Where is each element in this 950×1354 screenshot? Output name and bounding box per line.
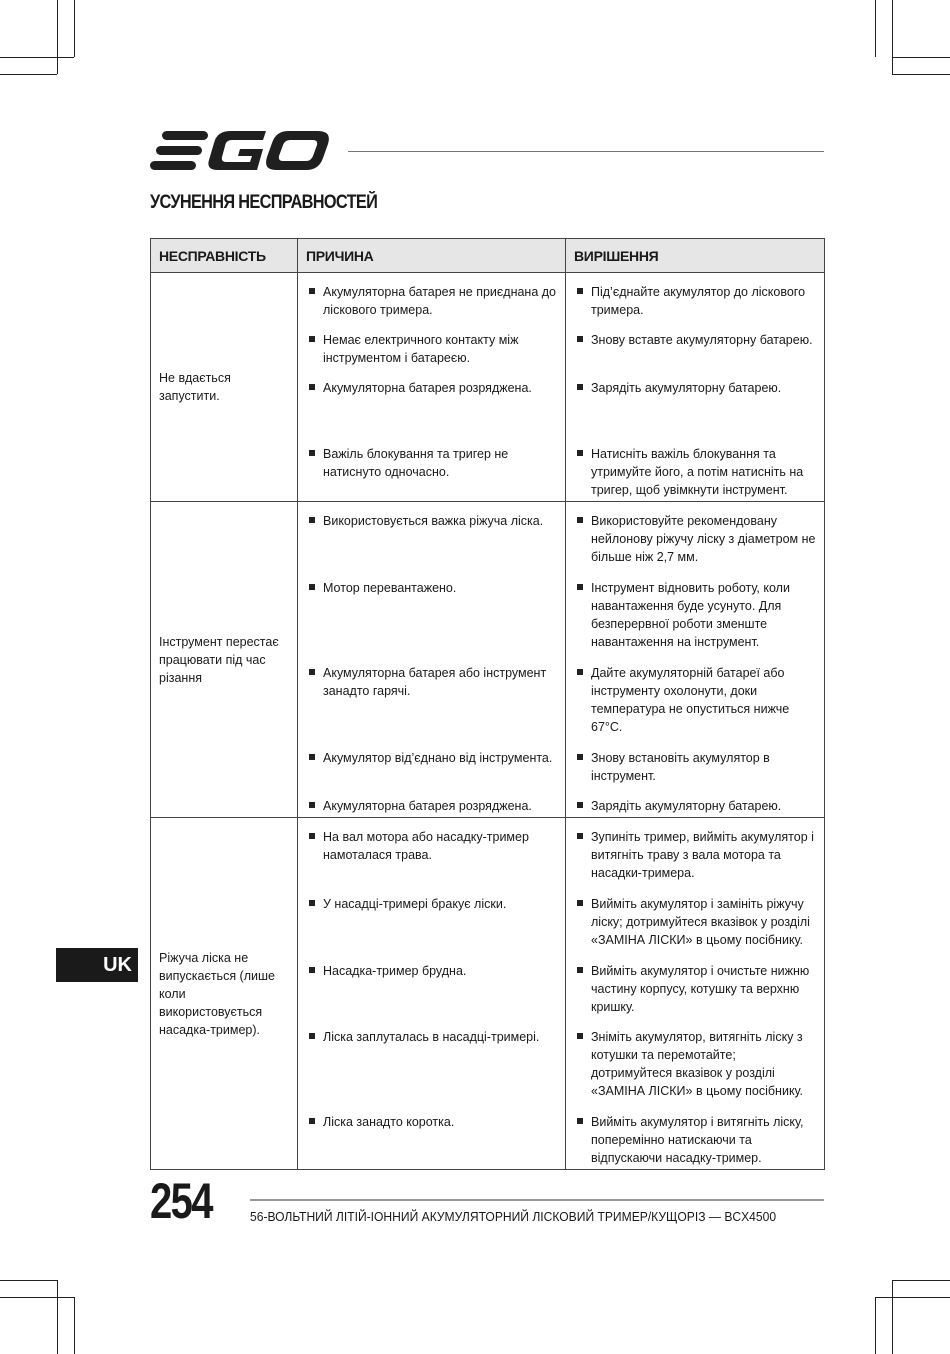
fault-cell: Інструмент перестає працювати під час різання xyxy=(151,502,298,818)
footer-rule xyxy=(250,1199,824,1201)
footer-text: 56-ВОЛЬТНИЙ ЛІТІЙ-ІОННИЙ АКУМУЛЯТОРНИЙ ЛІСКОВИЙ ТРИМЕР/КУЩОРІЗ — BCX4500 xyxy=(250,1209,777,1224)
solution-item: Вийміть акумулятор і витягніть ліску, поперемінно натискаючи та відпускаючи насадку-тример. xyxy=(566,1109,824,1169)
crop-mark xyxy=(892,57,950,58)
solution-item: Вийміть акумулятор і очистьте нижню частину корпусу, котушку та верхню кришку. xyxy=(566,958,824,1024)
cause-item: На вал мотора або насадку-тример намоталася трава. xyxy=(298,824,565,891)
solution-item: Натисніть важіль блокування та утримуйте його, а потім натисніть на тригер, щоб увімкнути інструмент. xyxy=(566,441,824,501)
column-header-fault: НЕСПРАВНІСТЬ xyxy=(151,239,298,273)
cause-item: Використовується важка ріжуча ліска. xyxy=(298,508,565,575)
cause-item: Ліска заплуталась в насадці-тримері. xyxy=(298,1024,565,1109)
cause-item: Ліска занадто коротка. xyxy=(298,1109,565,1169)
solution-cell xyxy=(566,273,825,502)
solution-item: Під’єднайте акумулятор до лiскового тримера. xyxy=(566,279,824,327)
crop-mark xyxy=(57,0,58,74)
crop-mark xyxy=(875,1297,876,1354)
crop-mark xyxy=(74,1297,75,1354)
cause-item: Важіль блокування та тригер не натиснуто одночасно. xyxy=(298,441,565,501)
header-rule xyxy=(348,151,824,152)
solution-item: Використовуйте рекомендовану нейлонову ріжучу ліску з діаметром не більше ніж 2,7 мм. xyxy=(566,508,824,575)
page-title: УСУНЕННЯ НЕСПРАВНОСТЕЙ xyxy=(150,192,378,213)
solution-item: Знову встановіть акумулятор в інструмент. xyxy=(566,745,824,793)
cause-item: Акумуляторна батарея або інструмент занадто гарячі. xyxy=(298,660,565,745)
crop-mark xyxy=(57,1280,58,1354)
solution-item: Зарядіть акумуляторну батарею. xyxy=(566,793,824,817)
cause-item: Акумулятор від’єднано від інструмента. xyxy=(298,745,565,793)
table-row xyxy=(151,502,825,818)
solution-item: Зупиніть тример, вийміть акумулятор і витягніть траву з вала мотора та насадки-тримера. xyxy=(566,824,824,891)
fault-cell: Не вдається запустити. xyxy=(151,273,298,502)
crop-mark xyxy=(0,74,57,75)
crop-mark xyxy=(0,1297,74,1298)
cause-item: Акумуляторна батарея розряджена. xyxy=(298,375,565,441)
table-header-row xyxy=(151,239,825,273)
crop-mark xyxy=(0,1280,57,1281)
crop-mark xyxy=(74,0,75,57)
table-row xyxy=(151,273,825,502)
table-row xyxy=(151,818,825,1170)
cause-item: Акумуляторна батарея не приєднана до лiскового тримера. xyxy=(298,279,565,327)
page-number: 254 xyxy=(150,1173,212,1229)
solution-item: Вийміть акумулятор і замініть ріжучу ліску; дотримуйтеся вказівок у розділі «ЗАМІНА ЛІСКИ» в цьому посібнику. xyxy=(566,891,824,958)
cause-item: Мотор перевантажено. xyxy=(298,575,565,660)
crop-mark xyxy=(0,57,74,58)
solution-cell xyxy=(566,502,825,818)
ego-logo xyxy=(150,129,332,173)
solution-item: Інструмент відновить роботу, коли навантаження буде усунуто. Для безперервної роботи зменште навантаження на інструмент. xyxy=(566,575,824,660)
solution-item: Зніміть акумулятор, витягніть ліску з котушки та перемотайте; дотримуйтеся вказівок у розділі «ЗАМІНА ЛІСКИ» в цьому посібнику. xyxy=(566,1024,824,1109)
crop-mark xyxy=(875,1297,950,1298)
cause-item: У насадці-тримері бракує ліски. xyxy=(298,891,565,958)
column-header-cause: ПРИЧИНА xyxy=(298,239,566,273)
solution-cell xyxy=(566,818,825,1170)
crop-mark xyxy=(892,1280,950,1281)
solution-item: Зарядіть акумуляторну батарею. xyxy=(566,375,824,441)
crop-mark xyxy=(892,74,950,75)
solution-item: Дайте акумуляторній батареї або інструменту охолонути, доки температура не опуститься нижче 67°C. xyxy=(566,660,824,745)
crop-mark xyxy=(892,0,893,74)
cause-item: Насадка-тример брудна. xyxy=(298,958,565,1024)
solution-item: Знову вставте акумуляторну батарею. xyxy=(566,327,824,375)
cause-cell xyxy=(298,818,566,1170)
crop-mark xyxy=(892,1280,893,1354)
column-header-solution: ВИРІШЕННЯ xyxy=(566,239,825,273)
troubleshooting-table xyxy=(150,238,825,1170)
cause-cell xyxy=(298,273,566,502)
crop-mark xyxy=(875,0,876,57)
cause-item: Акумуляторна батарея розряджена. xyxy=(298,793,565,817)
fault-cell: Ріжуча ліска не випускається (лише коли використовується насадка-тример). xyxy=(151,818,298,1170)
cause-item: Немає електричного контакту між інструментом і батареєю. xyxy=(298,327,565,375)
cause-cell xyxy=(298,502,566,818)
language-tab: UK xyxy=(56,948,138,982)
